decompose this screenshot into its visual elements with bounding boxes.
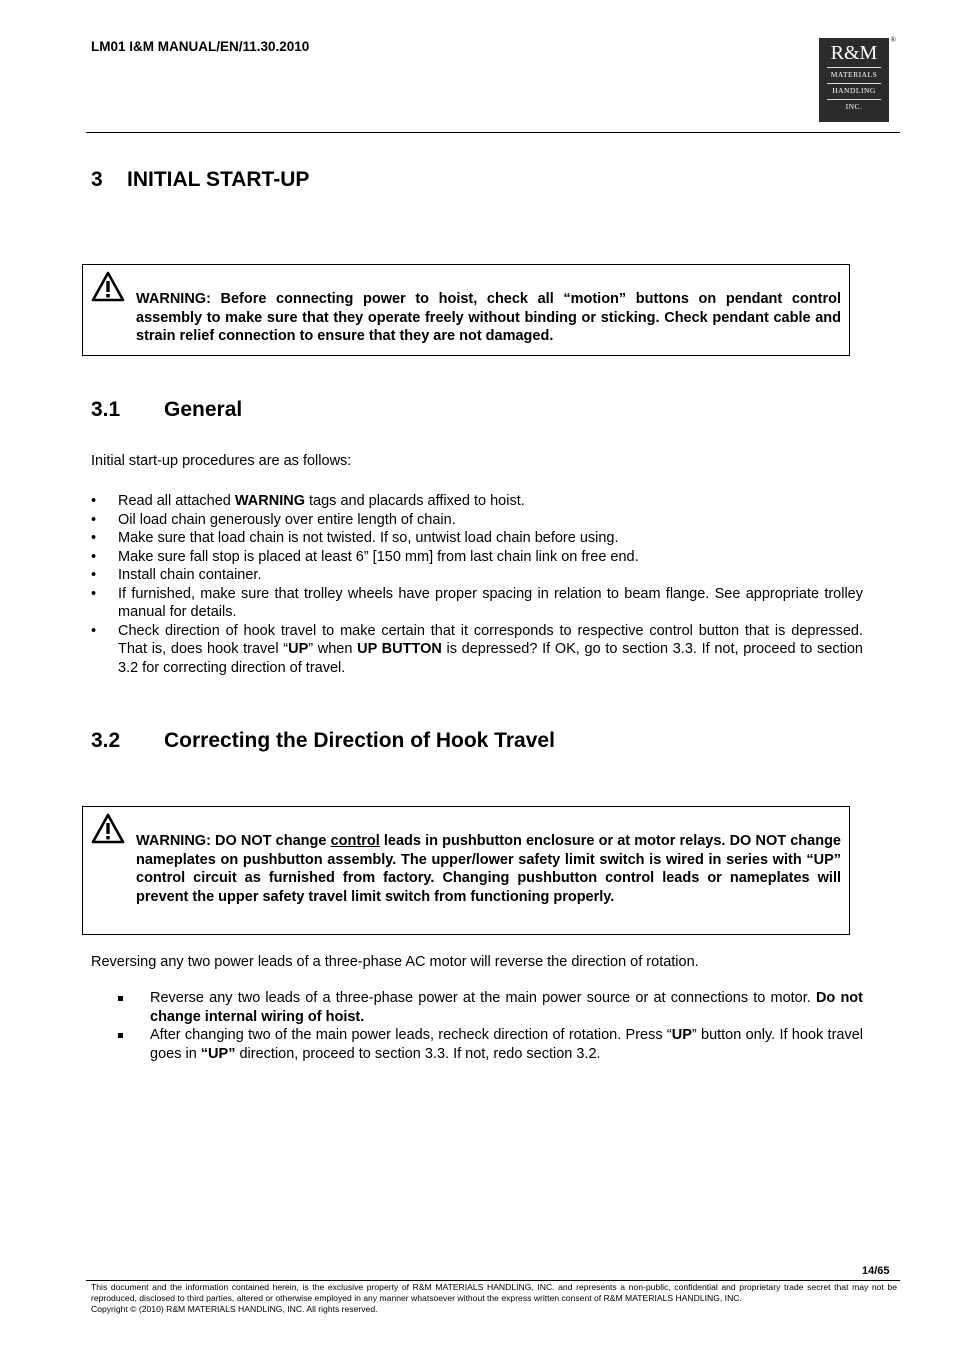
list-item: • Make sure that load chain is not twisted. If so, untwist load chain before using. (91, 530, 619, 546)
logo-line1: MATERIALS (830, 70, 878, 79)
warning-text-2: WARNING: DO NOT change control leads in pushbutton enclosure or at motor relays. DO NOT change nameplates on pushbutton assembly. The upper/lower safety limit switch is wired in series with “UP” control circuit as furnished from factory. Changing pushbutton control leads or nameplates will prevent the upper safety travel limit switch from functioning properly. (136, 833, 841, 905)
section-number: 3 (91, 168, 103, 191)
footer-rule (86, 1280, 900, 1281)
section-3-1-heading (91, 398, 242, 422)
section-number: 3.1 (91, 398, 121, 421)
startup-procedure-list (91, 492, 863, 677)
registered-mark: ® (890, 36, 896, 44)
confidentiality-notice: This document and the information contained herein, is the exclusive property of R&M MATERIALS HANDLING, INC. and represents a non-public, confidential and proprietary trade secret that may not be reproduced, disclosed to third parties, altered or otherwise employed in any manner whatsoever without the express written consent of R&M MATERIALS HANDLING, INC. (91, 1282, 897, 1303)
page-number: 14/65 (862, 1265, 890, 1277)
warning-text-1: WARNING: Before connecting power to hoist, check all “motion” buttons on pendant control assembly to make sure that they operate freely without binding or sticking. Check pendant cable and strain relief connection to ensure that they are not damaged. (136, 291, 841, 344)
section-3-2-heading (91, 729, 555, 753)
logo-brand: R&M (830, 42, 878, 64)
logo-line2: HANDLING (832, 86, 876, 95)
section-3-1-intro: Initial start-up procedures are as follows: (91, 453, 352, 469)
list-item: After changing two of the main power leads, recheck direction of rotation. Press “UP” button only. If hook travel goes in “UP” direction, proceed to section 3.3. If not, redo section 3.2. (91, 1026, 863, 1063)
list-item: • Check direction of hook travel to make certain that it corresponds to respective control button that is depressed. That is, does hook travel “UP” when UP BUTTON is depressed? If OK, go to section 3.3. If not, proceed to section 3.2 for correcting direction of travel. (91, 622, 863, 676)
list-item: • Install chain container. (91, 567, 262, 583)
document-id: LM01 I&M MANUAL/EN/11.30.2010 (91, 39, 310, 54)
list-item: • If furnished, make sure that trolley wheels have proper spacing in relation to beam flange. See appropriate trolley manual for details. (91, 585, 863, 620)
company-logo (819, 36, 896, 122)
section-number: 3.2 (91, 729, 121, 752)
section-title: Correcting the Direction of Hook Travel (164, 729, 555, 752)
footer-notice (91, 1282, 897, 1314)
warning-triangle-icon (91, 271, 125, 303)
list-item: Reverse any two leads of a three-phase power at the main power source or at connections to motor. Do not change internal wiring of hoist. (91, 989, 863, 1026)
list-item: • Oil load chain generously over entire length of chain. (91, 511, 456, 528)
section-title: INITIAL START-UP (127, 168, 310, 191)
section-3-2-intro: Reversing any two power leads of a three-phase AC motor will reverse the direction of rotation. (91, 954, 699, 970)
copyright-notice: Copyright © (2010) R&M MATERIALS HANDLING, INC. All rights reserved. (91, 1303, 378, 1314)
warning-triangle-icon (91, 813, 125, 845)
warning-box-1 (82, 264, 850, 356)
list-item: • Make sure fall stop is placed at least 6” [150 mm] from last chain link on free end. (91, 548, 639, 565)
section-title: General (164, 398, 243, 421)
header-rule (86, 132, 900, 133)
logo-line3: INC. (845, 102, 863, 111)
warning-box-2 (82, 806, 850, 935)
section-3-heading (91, 168, 309, 192)
reversing-steps-list (91, 989, 863, 1063)
list-item: • Read all attached WARNING tags and placards affixed to hoist. (91, 493, 525, 509)
